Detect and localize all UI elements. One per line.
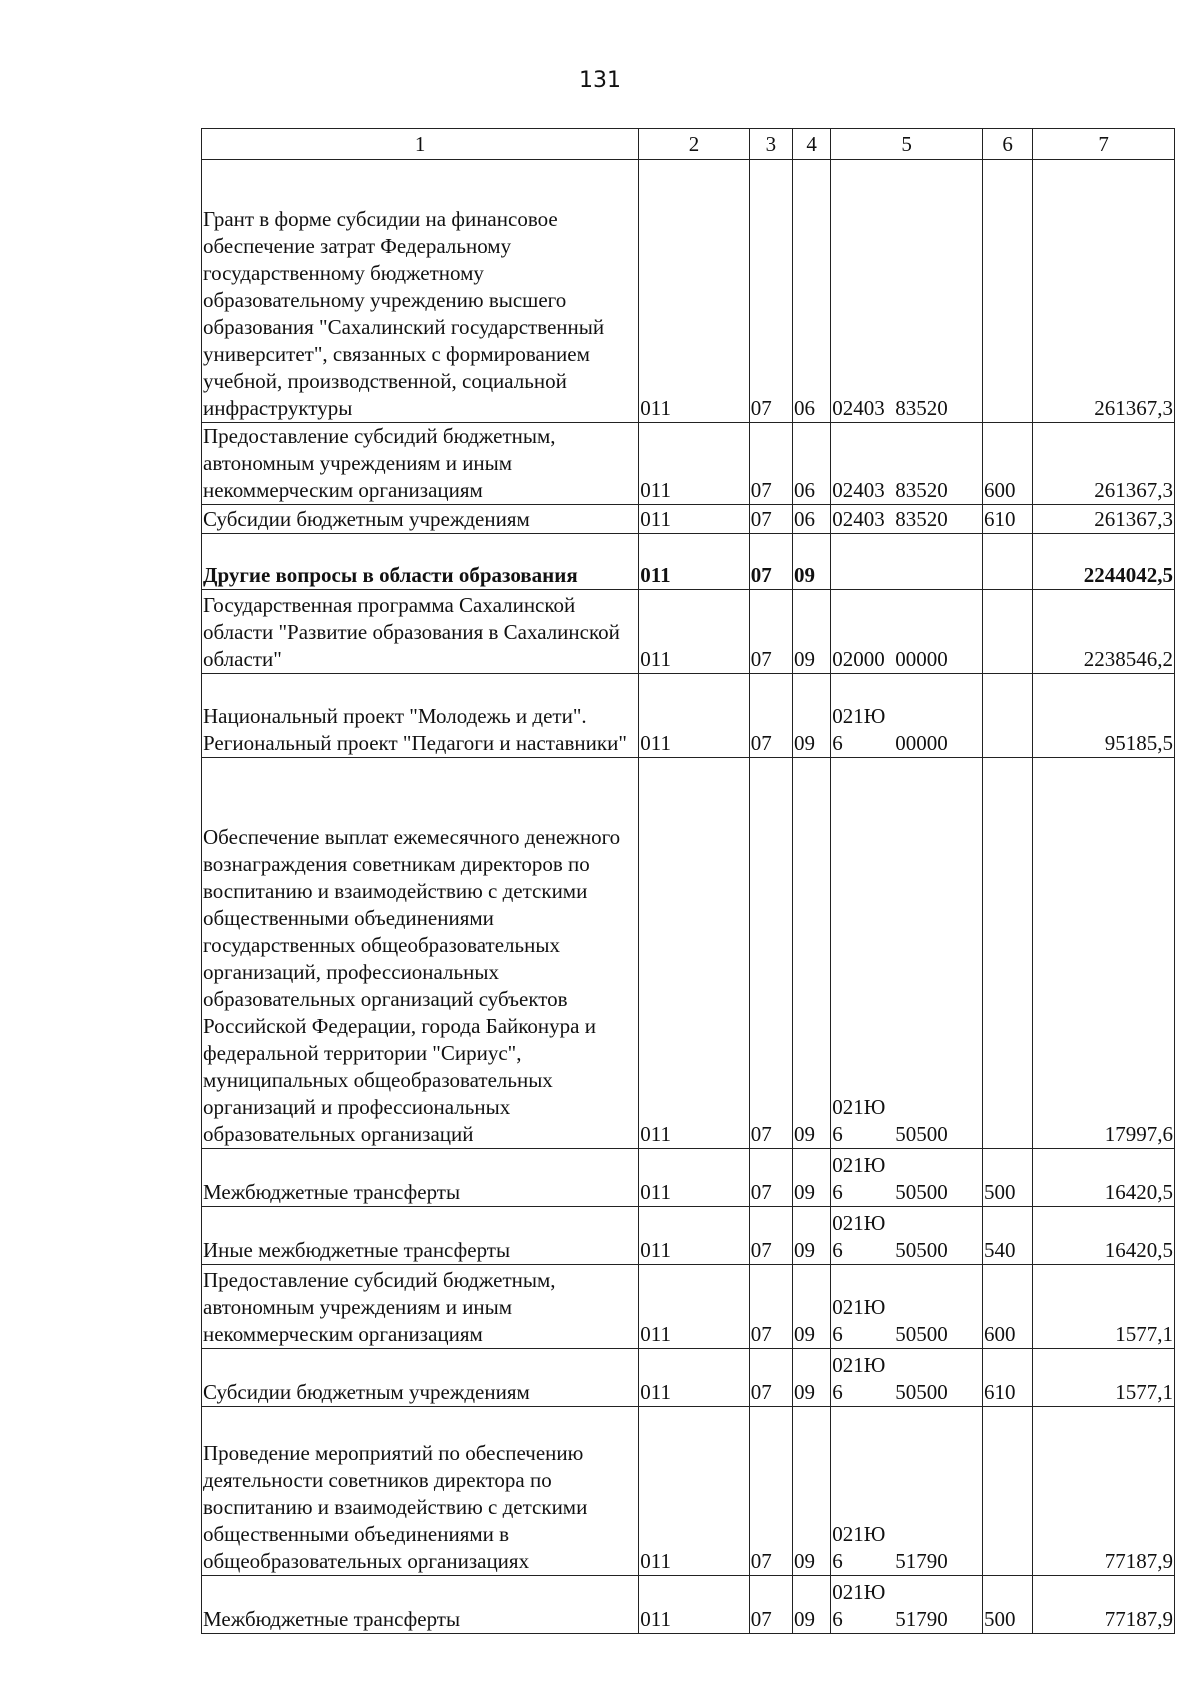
section-cell: 07 — [749, 590, 792, 674]
page-number: 131 — [579, 68, 621, 93]
section-cell: 07 — [749, 674, 792, 758]
amount-cell: 16420,5 — [1033, 1207, 1175, 1265]
subsection-cell: 06 — [793, 160, 831, 423]
code-cell: 011 — [639, 1149, 750, 1207]
item-name: Межбюджетные трансферты — [202, 1149, 639, 1207]
expense-type-cell: 600 — [982, 423, 1032, 505]
header-cell: 5 — [831, 129, 983, 160]
code-cell: 011 — [639, 590, 750, 674]
amount-cell: 77187,9 — [1033, 1407, 1175, 1576]
section-cell: 07 — [749, 1265, 792, 1349]
table-row — [202, 590, 1175, 674]
target-article-cell — [831, 534, 983, 590]
amount-cell: 261367,3 — [1033, 160, 1175, 423]
table-row — [202, 423, 1175, 505]
item-name: Национальный проект "Молодежь и дети". Региональный проект "Педагоги и наставники" — [202, 674, 639, 758]
subsection-cell: 09 — [793, 590, 831, 674]
item-name: Другие вопросы в области образования — [202, 534, 639, 590]
expense-type-cell — [982, 758, 1032, 1149]
table-row — [202, 160, 1175, 423]
expense-type-cell — [982, 674, 1032, 758]
header-row — [202, 129, 1175, 160]
table-row — [202, 1407, 1175, 1576]
code-cell: 011 — [639, 1407, 750, 1576]
amount-cell: 1577,1 — [1033, 1265, 1175, 1349]
item-name: Иные межбюджетные трансферты — [202, 1207, 639, 1265]
section-cell: 07 — [749, 534, 792, 590]
expense-type-cell: 540 — [982, 1207, 1032, 1265]
table-row — [202, 1576, 1175, 1634]
target-article-cell: 021Ю 6 50500 — [831, 1265, 983, 1349]
amount-cell: 95185,5 — [1033, 674, 1175, 758]
code-cell: 011 — [639, 1349, 750, 1407]
amount-cell: 261367,3 — [1033, 505, 1175, 534]
table-row — [202, 1265, 1175, 1349]
subsection-cell: 09 — [793, 674, 831, 758]
header-cell: 7 — [1033, 129, 1175, 160]
subsection-cell: 09 — [793, 1207, 831, 1265]
code-cell: 011 — [639, 758, 750, 1149]
table-row — [202, 674, 1175, 758]
table-row — [202, 1207, 1175, 1265]
header-cell: 6 — [982, 129, 1032, 160]
target-article-cell: 021Ю 6 51790 — [831, 1576, 983, 1634]
amount-cell: 1577,1 — [1033, 1349, 1175, 1407]
item-name: Проведение мероприятий по обеспечению деятельности советников директора по воспитанию и взаимодействию с детскими общественными объединениями в общеобразовательных организациях — [202, 1407, 639, 1576]
target-article-cell: 021Ю 6 00000 — [831, 674, 983, 758]
amount-cell: 2244042,5 — [1033, 534, 1175, 590]
code-cell: 011 — [639, 674, 750, 758]
expense-type-cell: 610 — [982, 1349, 1032, 1407]
header-cell: 3 — [749, 129, 792, 160]
expense-type-cell: 600 — [982, 1265, 1032, 1349]
table-row — [202, 1349, 1175, 1407]
item-name: Грант в форме субсидии на финансовое обеспечение затрат Федеральному государственному бюджетному образовательному учреждению высшего образования "Сахалинский государственный университет", связанных с формированием учебной, производственной, социальной инфраструктуры — [202, 160, 639, 423]
item-name: Обеспечение выплат ежемесячного денежного вознаграждения советникам директоров по воспитанию и взаимодействию с детскими общественными объединениями государственных общеобразовательных организаций, профессиональных образовательных организаций субъектов Российской Федерации, города Байконура и федеральной территории "Сириус", муниципальных общеобразовательных организаций и профессиональных образовательных организаций — [202, 758, 639, 1149]
code-cell: 011 — [639, 534, 750, 590]
expense-type-cell: 500 — [982, 1149, 1032, 1207]
subsection-cell: 09 — [793, 534, 831, 590]
expense-type-cell: 500 — [982, 1576, 1032, 1634]
subsection-cell: 09 — [793, 1576, 831, 1634]
subsection-cell: 09 — [793, 758, 831, 1149]
code-cell: 011 — [639, 505, 750, 534]
expense-type-cell: 610 — [982, 505, 1032, 534]
expense-type-cell — [982, 534, 1032, 590]
amount-cell: 2238546,2 — [1033, 590, 1175, 674]
section-cell: 07 — [749, 758, 792, 1149]
target-article-cell: 021Ю 6 50500 — [831, 1149, 983, 1207]
amount-cell: 16420,5 — [1033, 1149, 1175, 1207]
item-name: Субсидии бюджетным учреждениям — [202, 1349, 639, 1407]
target-article-cell: 021Ю 6 50500 — [831, 758, 983, 1149]
section-cell: 07 — [749, 1407, 792, 1576]
section-cell: 07 — [749, 505, 792, 534]
subsection-cell: 09 — [793, 1349, 831, 1407]
target-article-cell: 02403 83520 — [831, 160, 983, 423]
section-cell: 07 — [749, 1207, 792, 1265]
item-name: Предоставление субсидий бюджетным, автономным учреждениям и иным некоммерческим организациям — [202, 423, 639, 505]
subsection-cell: 09 — [793, 1407, 831, 1576]
table-row — [202, 1149, 1175, 1207]
code-cell: 011 — [639, 423, 750, 505]
budget-table — [201, 128, 1175, 1634]
amount-cell: 17997,6 — [1033, 758, 1175, 1149]
section-cell: 07 — [749, 1149, 792, 1207]
code-cell: 011 — [639, 1576, 750, 1634]
table-row — [202, 505, 1175, 534]
amount-cell: 77187,9 — [1033, 1576, 1175, 1634]
expense-type-cell — [982, 160, 1032, 423]
section-cell: 07 — [749, 423, 792, 505]
target-article-cell: 02403 83520 — [831, 423, 983, 505]
target-article-cell: 021Ю 6 50500 — [831, 1207, 983, 1265]
expense-type-cell — [982, 590, 1032, 674]
header-cell: 1 — [202, 129, 639, 160]
subsection-cell: 09 — [793, 1149, 831, 1207]
header-cell: 4 — [793, 129, 831, 160]
target-article-cell: 02403 83520 — [831, 505, 983, 534]
item-name: Предоставление субсидий бюджетным, автономным учреждениям и иным некоммерческим организациям — [202, 1265, 639, 1349]
section-cell: 07 — [749, 1576, 792, 1634]
target-article-cell: 02000 00000 — [831, 590, 983, 674]
item-name: Государственная программа Сахалинской области "Развитие образования в Сахалинской области" — [202, 590, 639, 674]
section-cell: 07 — [749, 160, 792, 423]
subsection-cell: 09 — [793, 1265, 831, 1349]
header-cell: 2 — [639, 129, 750, 160]
target-article-cell: 021Ю 6 51790 — [831, 1407, 983, 1576]
code-cell: 011 — [639, 160, 750, 423]
subsection-cell: 06 — [793, 505, 831, 534]
section-cell: 07 — [749, 1349, 792, 1407]
table-row — [202, 758, 1175, 1149]
table-row — [202, 534, 1175, 590]
target-article-cell: 021Ю 6 50500 — [831, 1349, 983, 1407]
item-name: Субсидии бюджетным учреждениям — [202, 505, 639, 534]
code-cell: 011 — [639, 1265, 750, 1349]
code-cell: 011 — [639, 1207, 750, 1265]
item-name: Межбюджетные трансферты — [202, 1576, 639, 1634]
amount-cell: 261367,3 — [1033, 423, 1175, 505]
subsection-cell: 06 — [793, 423, 831, 505]
expense-type-cell — [982, 1407, 1032, 1576]
